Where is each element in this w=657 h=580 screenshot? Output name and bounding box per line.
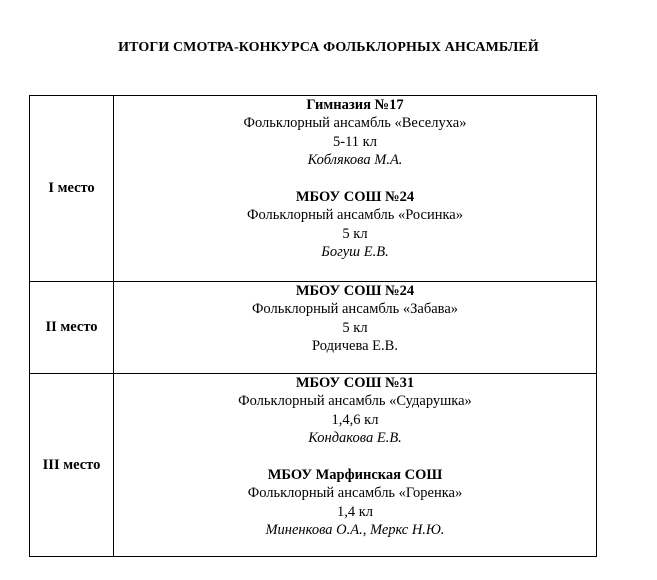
leader-name: Миненкова О.А., Меркс Н.Ю.: [265, 522, 445, 539]
place-cell: III место: [30, 374, 114, 557]
school-name: МБОУ СОШ №31: [295, 375, 415, 391]
leader-name: Родичева Е.В.: [312, 338, 398, 355]
school-name: Гимназия №17: [306, 97, 404, 113]
entries-cell: [114, 374, 597, 557]
grades: 5-11 кл: [333, 133, 377, 150]
entry: [114, 188, 596, 262]
leader-name: Кондакова Е.В.: [308, 430, 402, 447]
entry: [114, 96, 596, 170]
grades: 5 кл: [342, 225, 368, 242]
entry: [114, 466, 596, 540]
page-title: ИТОГИ СМОТРА-КОНКУРСА ФОЛЬКЛОРНЫХ АНСАМБЛЕЙ: [118, 40, 539, 55]
school-name: МБОУ СОШ №24: [295, 283, 415, 299]
table-row: [30, 282, 597, 374]
ensemble-name: Фольклорный ансамбль «Росинка»: [247, 207, 463, 224]
table-row: [30, 374, 597, 557]
table-row: [30, 96, 597, 282]
grades: 1,4,6 кл: [331, 411, 379, 428]
ensemble-name: Фольклорный ансамбль «Горенка»: [247, 485, 463, 502]
leader-name: Богуш Е.В.: [321, 244, 389, 261]
place-cell: II место: [30, 282, 114, 374]
leader-name: Коблякова М.А.: [307, 152, 403, 169]
school-name: МБОУ Марфинская СОШ: [267, 467, 443, 484]
ensemble-name: Фольклорный ансамбль «Сударушка»: [238, 393, 472, 410]
entries-cell: [114, 96, 597, 282]
entry: [114, 374, 596, 448]
place-cell: I место: [30, 96, 114, 282]
school-name: МБОУ СОШ №24: [295, 189, 415, 206]
grades: 1,4 кл: [336, 503, 374, 520]
entries-cell: [114, 282, 597, 374]
ensemble-name: Фольклорный ансамбль «Забава»: [251, 301, 459, 318]
results-table: [29, 95, 597, 557]
entry: [114, 282, 596, 356]
ensemble-name: Фольклорный ансамбль «Веселуха»: [243, 115, 467, 132]
grades: 5 кл: [342, 319, 368, 336]
